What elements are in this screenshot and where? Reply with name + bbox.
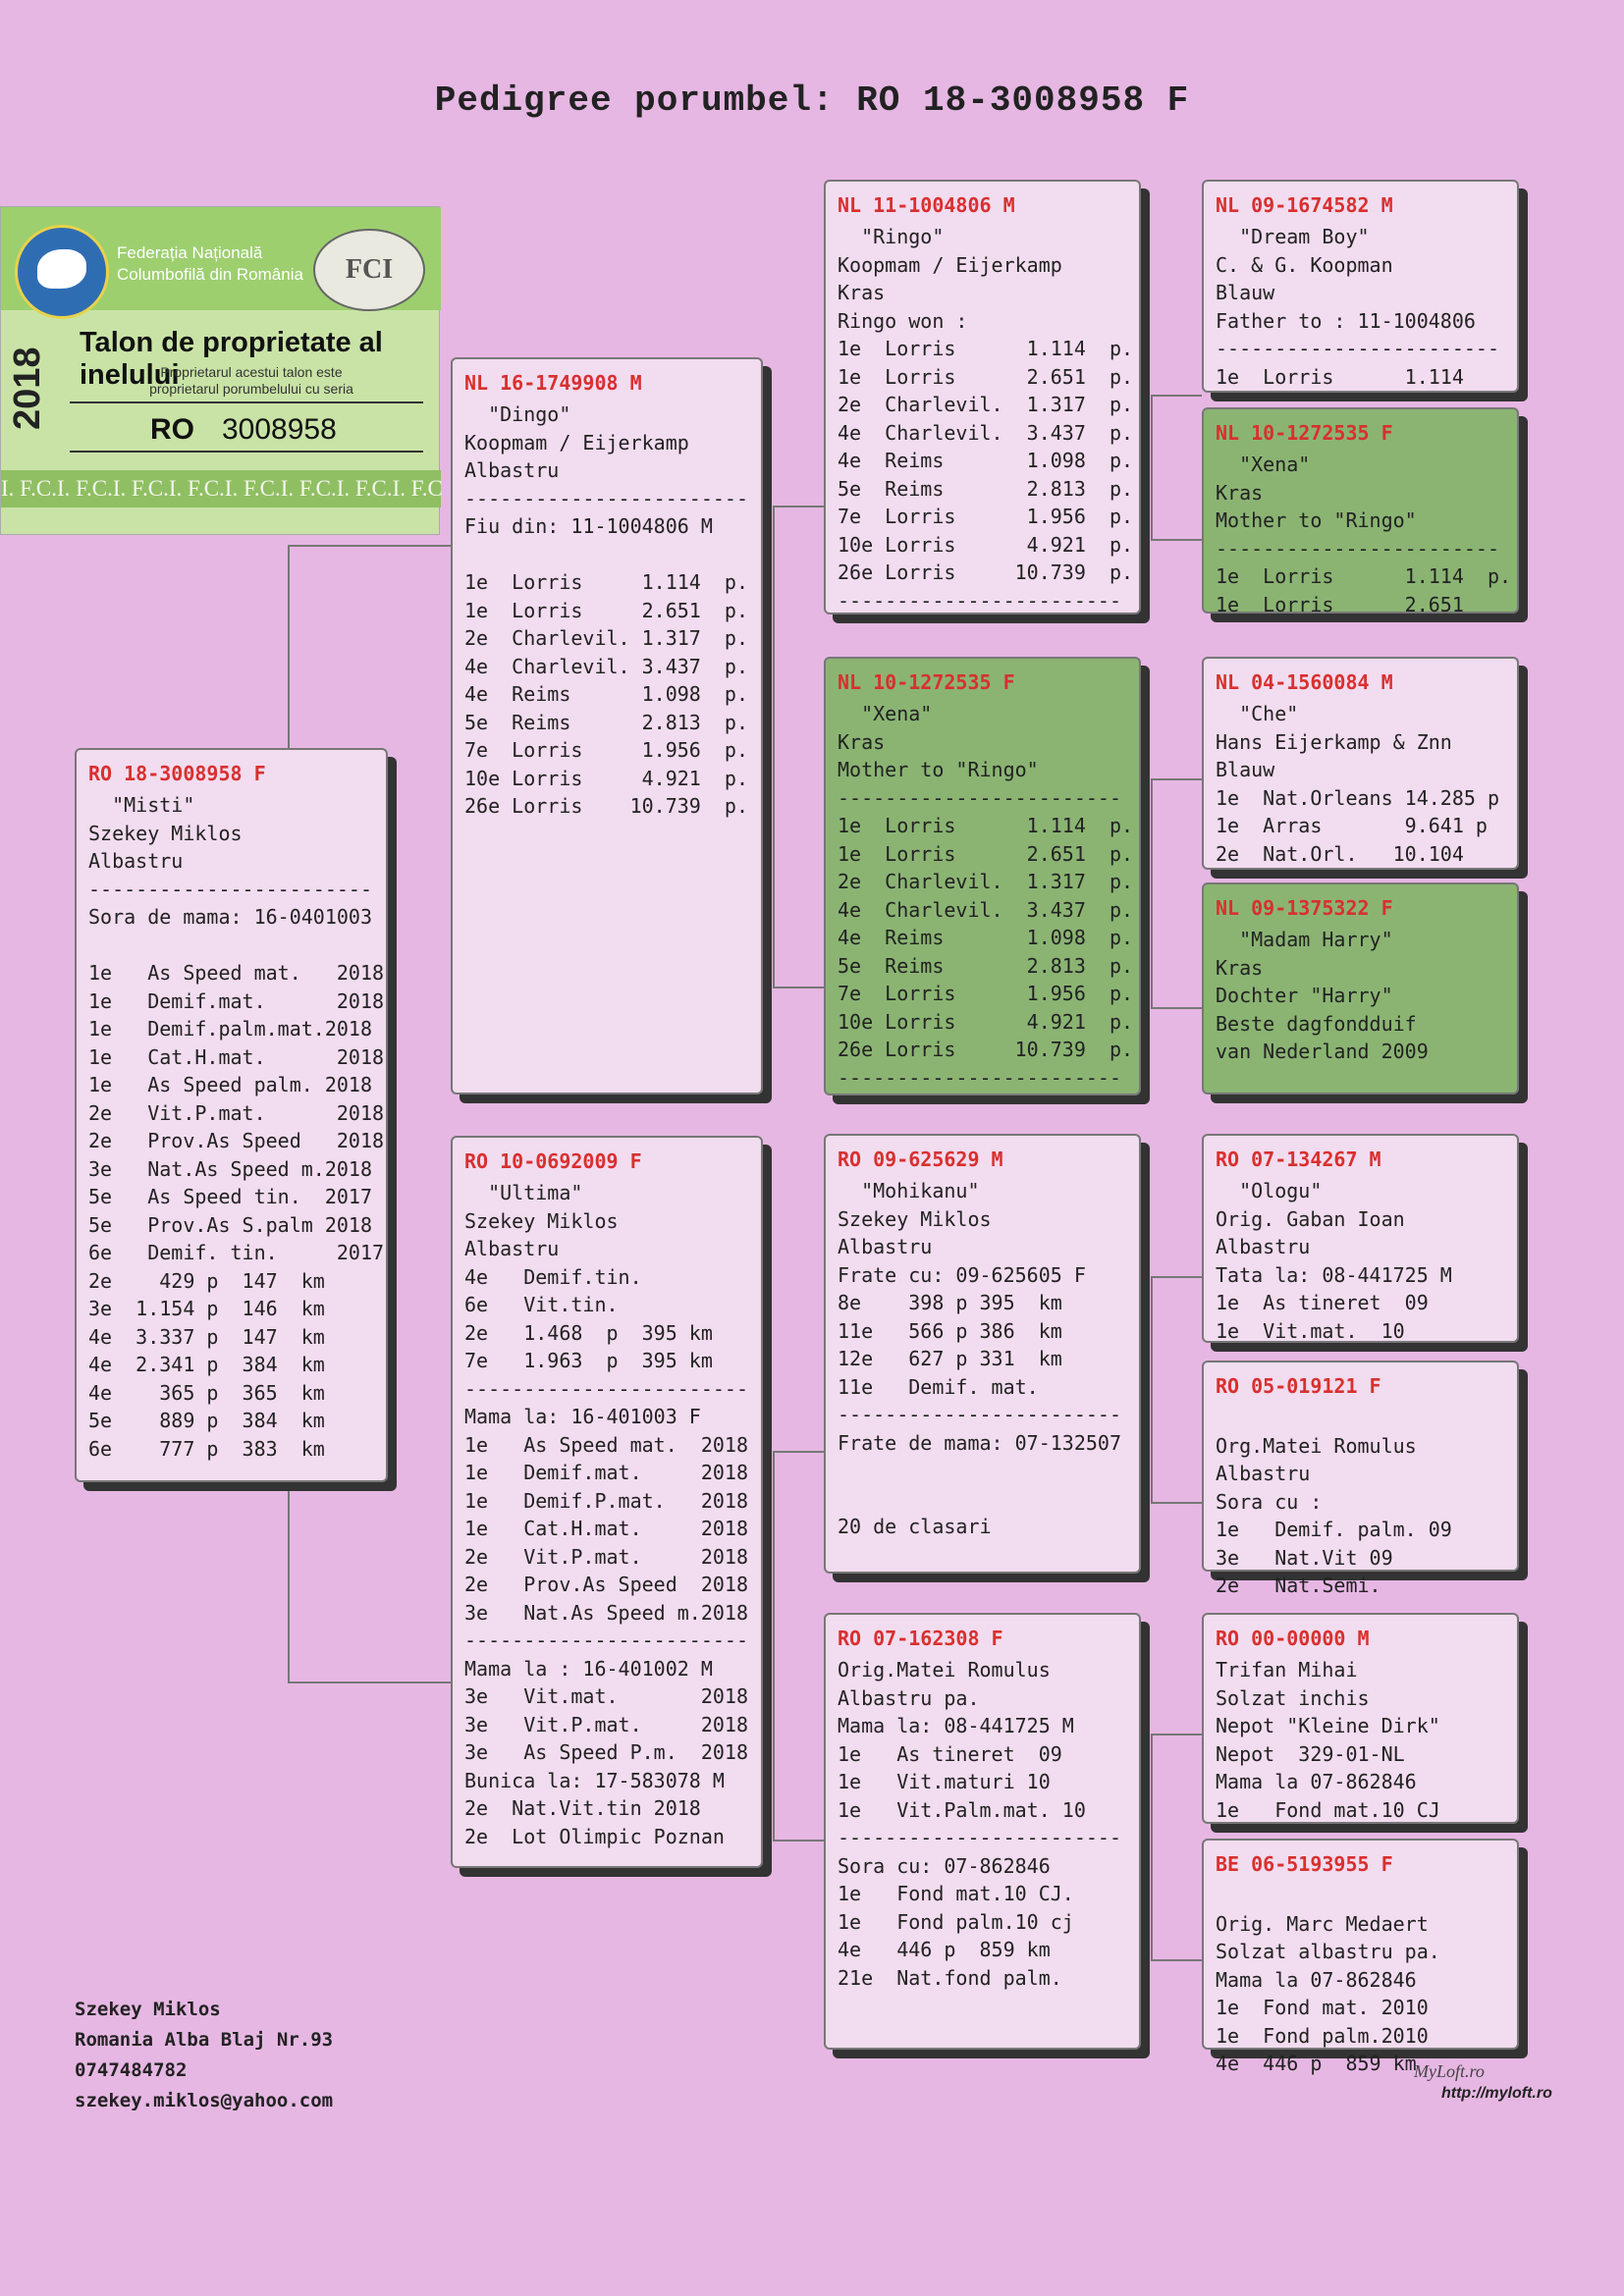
pedigree-line: 1e Lorris 1.114 p. [1216,564,1512,588]
pedigree-line: 5e Reims 2.813 p. [838,476,1134,501]
pedigree-card-dam-sire-sire [1202,1134,1519,1343]
pedigree-line: Kras [838,281,886,304]
pedigree-card-sire-dam-sire [1202,657,1519,870]
pedigree-line: Szekey Miklos [88,821,243,845]
pedigree-line: 7e Lorris 1.956 p. [464,738,748,762]
owner-address: Romania Alba Blaj Nr.93 [75,2029,334,2051]
pedigree-line: Nepot "Kleine Dirk" [1216,1714,1440,1737]
pedigree-line: 1e As Speed palm. 2018 [88,1073,372,1096]
pedigree-card-dam-dam [824,1613,1141,2050]
pedigree-line: 2e 1.468 p 395 km [464,1320,713,1345]
pedigree-line: 1e Fond palm.10 cj [838,1909,1074,1934]
pedigree-line: 1e Demif. palm. 09 [1216,1518,1452,1541]
pedigree-card-dam-sire [824,1134,1141,1574]
owner-contact-block [75,1995,333,2116]
pedigree-line: 20 de clasari [838,1515,992,1538]
pedigree-line: 1e As tineret 09 [838,1741,1062,1766]
pedigree-line: 1e Lorris 1.114 p. [464,570,748,594]
pedigree-line: Albastru pa. [838,1685,980,1710]
federation-name [117,242,303,286]
pedigree-line [464,541,749,569]
pedigree-card-sire-sire-sire [1202,180,1519,393]
pedigree-card-sire-dam-dam [1202,882,1519,1095]
pedigree-line: 10e Lorris 4.921 p. [838,1009,1134,1034]
pedigree-line: 4e Charlevil. 3.437 p. [838,897,1134,922]
pedigree-line: 2e 429 p 147 km [88,1268,325,1293]
pedigree-line: 5e As Speed tin. 2017 [88,1185,372,1208]
pedigree-line: Frate de mama: 07-132507 [838,1430,1121,1455]
pedigree-line: 2e Vit.P.mat. 2018 [464,1544,748,1569]
pedigree-line: Sora cu : [1216,1489,1323,1514]
pedigree-line: 1e Vit.mat. 10 [1216,1318,1405,1343]
pedigree-line: Father to : 11-1004806 [1216,308,1476,333]
owner-email[interactable]: szekey.miklos@yahoo.com [75,2090,334,2111]
pedigree-line: 10e Lorris 4.921 p. [838,532,1134,557]
pedigree-line: "Mohikanu" [838,1179,980,1202]
ring-serial: 3008958 [222,413,337,446]
pedigree-line: "Dream Boy" [1216,225,1370,248]
pedigree-line: Tata la: 08-441725 M [1216,1262,1452,1287]
pedigree-line: 8e 398 p 395 km [838,1291,1062,1314]
pedigree-line: 3e Nat.Vit 09 [1216,1545,1393,1570]
pedigree-line: 4e Reims 1.098 p. [838,449,1134,472]
pedigree-line: 2e Nat.Vit.tin 2018 [464,1796,701,1820]
pedigree-line: Orig. Gaban Ioan [1216,1206,1405,1231]
pedigree-line: 1e Demif.mat. 2018 [88,988,385,1013]
pedigree-line: 12e 627 p 331 km [838,1347,1062,1370]
pedigree-line: Frate cu: 09-625605 F [838,1262,1086,1287]
pedigree-line: 5e Reims 2.813 p. [838,953,1134,978]
pedigree-line: Koopmam / Eijerkamp [464,430,689,454]
ring-id: BE 06-5193955 F [1216,1852,1393,1876]
pedigree-line: Blauw [1216,758,1275,781]
fci-logo-icon: FCI [313,229,425,311]
pedigree-line: 3e Vit.P.mat. 2018 [464,1712,748,1736]
pedigree-line: Beste dagfondduif [1216,1011,1417,1036]
pedigree-line: Albastru [838,1235,933,1258]
pedigree-line: Mama la: 08-441725 M [838,1714,1074,1737]
pedigree-line [838,1485,1127,1514]
pedigree-line: Orig. Marc Medaert [1216,1911,1429,1936]
pedigree-line: Kras [1216,480,1264,505]
pedigree-card-sire-sire-dam [1202,407,1519,614]
ring-id: NL 04-1560084 M [1216,670,1393,694]
card-heading: Talon de proprietate al inelului [80,327,383,391]
ring-id: NL 11-1004806 M [838,193,1015,217]
pedigree-line: 1e Lorris 1.114 [1216,364,1464,389]
pedigree-line: "Xena" [1216,453,1311,476]
pedigree-line: 4e 2.341 p 384 km [88,1353,325,1376]
ring-id: RO 07-162308 F [838,1627,1003,1650]
pedigree-line: Dochter "Harry" [1216,984,1393,1007]
pedigree-line: Mama la 07-862846 [1216,1770,1417,1793]
pedigree-line: "Ringo" [838,225,945,248]
pedigree-card-sire [451,357,763,1095]
pedigree-line: 26e Lorris 10.739 p. [464,794,748,818]
pedigree-line: "Ologu" [1216,1179,1323,1202]
pedigree-line: ------------------------ [838,588,1121,613]
pedigree-line: ------------------------ [838,1826,1121,1849]
pedigree-line: 6e 777 p 383 km [88,1436,325,1461]
pedigree-line: 7e Lorris 1.956 p. [838,982,1134,1005]
card-year: 2018 [7,347,48,431]
pedigree-line: 1e Vit.Palm.mat. 10 [838,1797,1086,1822]
card-subtitle [109,364,394,398]
pedigree-card-dam-sire-dam [1202,1361,1519,1597]
pedigree-line: Albastru [1216,1235,1311,1258]
pedigree-line: 1e Fond palm.2010 [1216,2023,1429,2048]
ring-ownership-card [0,206,443,535]
pedigree-line: 2e Nat.Semi. [1216,1574,1381,1597]
pedigree-line: ------------------------ [838,1403,1121,1426]
pedigree-line: 1e Fond mat. 2010 [1216,1996,1429,2019]
pedigree-line: "Ultima" [464,1181,583,1204]
pedigree-line: ------------------------ [838,785,1121,810]
pedigree-line: Org.Matei Romulus [1216,1433,1417,1458]
pedigree-line: ------------------------ [88,877,372,901]
pedigree-line: Sora de mama: 16-0401003 [88,905,372,929]
pedigree-line: 1e Arras 9.641 p [1216,814,1488,837]
pedigree-line: 6e Vit.tin. [464,1293,619,1316]
pedigree-line: ------------------------ [1216,337,1499,360]
pedigree-line: 21e Nat.fond palm. [838,1965,1062,1990]
pedigree-line: Nepot 329-01-NL [1216,1741,1405,1766]
footer-url-link[interactable]: http://myloft.ro [1441,2085,1552,2102]
pedigree-line: ------------------------ [464,1376,748,1401]
pedigree-line: "Xena" [838,702,933,725]
page-title: Pedigree porumbel: RO 18-3008958 F [434,80,1190,121]
pedigree-line: 3e 1.154 p 146 km [88,1297,325,1320]
pedigree-line: Mama la : 16-401002 M [464,1656,713,1681]
pedigree-line: "Madam Harry" [1216,928,1393,951]
pedigree-line: Mother to "Ringo" [1216,508,1417,532]
pedigree-line: 1e Lorris 2.651 p. [838,364,1134,389]
ring-id: NL 10-1272535 F [838,670,1015,694]
pedigree-line: Trifan Mihai [1216,1658,1358,1682]
ring-id: NL 09-1674582 M [1216,193,1393,217]
pedigree-line: Mama la 07-862846 [1216,1967,1417,1992]
ring-id: RO 18-3008958 F [88,762,266,785]
pedigree-line: Solzat albastru pa. [1216,1940,1440,1963]
pedigree-line: 3e As Speed P.m. 2018 [464,1740,748,1764]
pedigree-line: Sora cu: 07-862846 [838,1853,1051,1878]
pedigree-line: 7e 1.963 p 395 km [464,1349,713,1372]
pedigree-card-sire-dam [824,657,1141,1095]
pedigree-line: Kras [1216,955,1264,980]
pedigree-line: C. & G. Koopman [1216,252,1393,277]
pedigree-line: 4e Reims 1.098 p. [464,682,748,706]
pedigree-line: 4e Demif.tin. [464,1264,642,1289]
pedigree-line: 4e Reims 1.098 p. [838,926,1134,949]
pedigree-card-sire-sire [824,180,1141,614]
pedigree-line: 5e Prov.As S.palm 2018 [88,1212,372,1237]
pedigree-line: Solzat inchis [1216,1685,1370,1710]
pedigree-line: 2e Vit.P.mat. 2018 [88,1100,385,1125]
pedigree-line: Koopmam / Eijerkamp [838,252,1062,277]
federation-line-1: Federația Națională [117,243,263,262]
ring-id: NL 16-1749908 M [464,371,642,395]
pedigree-line: 2e Lot Olimpic Poznan [464,1824,725,1848]
pedigree-line: 1e Lorris 1.114 p. [838,814,1134,837]
pedigree-line: 4e 365 p 365 km [88,1380,325,1405]
pedigree-line: 1e Lorris 2.651 [1216,592,1464,616]
pedigree-line: Kras [838,729,886,754]
pedigree-line: 11e Demif. mat. [838,1374,1039,1399]
pedigree-line: van Nederland 2009 [1216,1040,1429,1063]
pedigree-line: Hans Eijerkamp & Znn [1216,729,1452,754]
pedigree-line: Orig.Matei Romulus [838,1658,1051,1682]
pedigree-line: 5e 889 p 384 km [88,1409,325,1432]
pedigree-line: Fiu din: 11-1004806 M [464,514,713,538]
pedigree-line [838,1457,1127,1485]
pedigree-line: 1e Vit.maturi 10 [838,1770,1051,1793]
pedigree-line: 1e Demif.P.mat. 2018 [464,1488,748,1513]
pedigree-card-dam [451,1136,763,1868]
pedigree-line: 10e Lorris 4.921 p. [464,766,748,790]
pedigree-line: Ringo won : [838,308,968,333]
pedigree-card-subject [75,748,388,1482]
pedigree-line: "Dingo" [464,402,571,426]
pedigree-line: 1e Cat.H.mat. 2018 [464,1517,748,1540]
pedigree-line: 1e Demif.mat. 2018 [464,1461,748,1484]
pedigree-line: Albastru [88,849,184,873]
pedigree-line: ------------------------ [464,1629,748,1652]
pedigree-line: ------------------------ [464,486,748,510]
pedigree-line: 2e Charlevil. 1.317 p. [464,626,748,650]
pedigree-line: 3e Nat.As Speed m.2018 [464,1600,748,1625]
owner-phone: 0747484782 [75,2059,188,2081]
pedigree-line: 2e Charlevil. 1.317 p. [838,870,1134,893]
ring-country: RO [150,413,194,446]
pedigree-line: ------------------------ [838,1065,1121,1090]
pedigree-line: 4e 446 p 859 km [1216,2052,1417,2075]
ring-id: RO 09-625629 M [838,1148,1003,1171]
ring-id: RO 05-019121 F [1216,1374,1381,1398]
pedigree-line [1216,1882,1505,1910]
pedigree-line: 3e Vit.mat. 2018 [464,1684,748,1708]
pedigree-line: 26e Lorris 10.739 p. [838,1038,1134,1061]
footer-signature: MyLoft.ro [1414,2061,1485,2081]
pedigree-line: Mother to "Ringo" [838,758,1039,781]
pedigree-line: 1e Cat.H.mat. 2018 [88,1044,385,1069]
ring-id: NL 10-1272535 F [1216,421,1393,445]
pedigree-line: 4e 446 p 859 km [838,1938,1051,1961]
pedigree-line: "Misti" [88,793,195,817]
pedigree-line: 2e Prov.As Speed 2018 [88,1129,385,1152]
pedigree-line: 26e Lorris 10.739 p. [838,561,1134,584]
pedigree-line: 2e Prov.As Speed 2018 [464,1573,748,1596]
pedigree-line [88,932,374,960]
pedigree-line: 2e Charlevil. 1.317 p. [838,393,1134,416]
ring-id: RO 07-134267 M [1216,1148,1381,1171]
pedigree-line: Blauw [1216,281,1275,304]
pedigree-line: 1e As Speed mat. 2018 [88,961,385,985]
pedigree-card-dam-dam-sire [1202,1613,1519,1824]
card-subtitle-line-1: Proprietarul acestui talon este [160,364,343,380]
pedigree-line: 1e Demif.palm.mat.2018 [88,1017,372,1041]
ring-id: RO 00-00000 M [1216,1627,1370,1650]
pedigree-line: 5e Reims 2.813 p. [464,710,748,734]
pedigree-line: 6e Demif. tin. 2017 [88,1241,385,1264]
pedigree-line: 4e Charlevil. 3.437 p. [838,420,1134,445]
pedigree-line: 1e Lorris 2.651 p. [838,841,1134,866]
pedigree-line: 3e Nat.As Speed m.2018 [88,1156,372,1181]
pedigree-line: 4e 3.337 p 147 km [88,1324,325,1349]
pedigree-line: 1e Lorris 2.651 p. [464,598,748,622]
ring-id: RO 10-0692009 F [464,1149,642,1173]
pedigree-line: 1e Nat.Orleans 14.285 p [1216,785,1499,810]
pedigree-line [1216,1404,1505,1432]
pedigree-line: Albastru [464,458,560,482]
pedigree-line: 1e As tineret 09 [1216,1291,1429,1314]
pedigree-line: "Che" [1216,702,1299,725]
ring-id: NL 09-1375322 F [1216,896,1393,920]
pedigree-line: Mama la: 16-401003 F [464,1405,701,1428]
pedigree-line: 2e Nat.Orl. 10.104 [1216,841,1464,866]
pedigree-line: Szekey Miklos [464,1208,619,1233]
pedigree-line: Albastru [1216,1462,1311,1485]
owner-name: Szekey Miklos [75,1999,221,2020]
federation-line-2: Columbofilă din România [117,265,303,284]
pedigree-line: Bunica la: 17-583078 M [464,1768,725,1792]
card-subtitle-line-2: proprietarul porumbelului cu seria [149,381,353,397]
pedigree-line: 4e Charlevil. 3.437 p. [464,654,748,678]
pedigree-line: 1e Lorris 1.114 p. [838,337,1134,360]
ring-number [150,413,337,447]
fci-band: I. F.C.I. F.C.I. F.C.I. F.C.I. F.C.I. F.C.I. F.C.I. F.C [1,470,441,507]
pedigree-line: 1e Fond mat.10 CJ. [838,1882,1074,1905]
pedigree-line: Szekey Miklos [838,1206,992,1231]
pedigree-line: 11e 566 p 386 km [838,1318,1062,1343]
pedigree-line: ------------------------ [1216,536,1499,561]
pedigree-line: Albastru [464,1237,560,1260]
federation-logo-icon [15,225,109,319]
pedigree-line: 7e Lorris 1.956 p. [838,505,1134,528]
pedigree-line: 1e Fond mat.10 CJ [1216,1797,1440,1822]
pedigree-line: 1e As Speed mat. 2018 [464,1432,748,1457]
